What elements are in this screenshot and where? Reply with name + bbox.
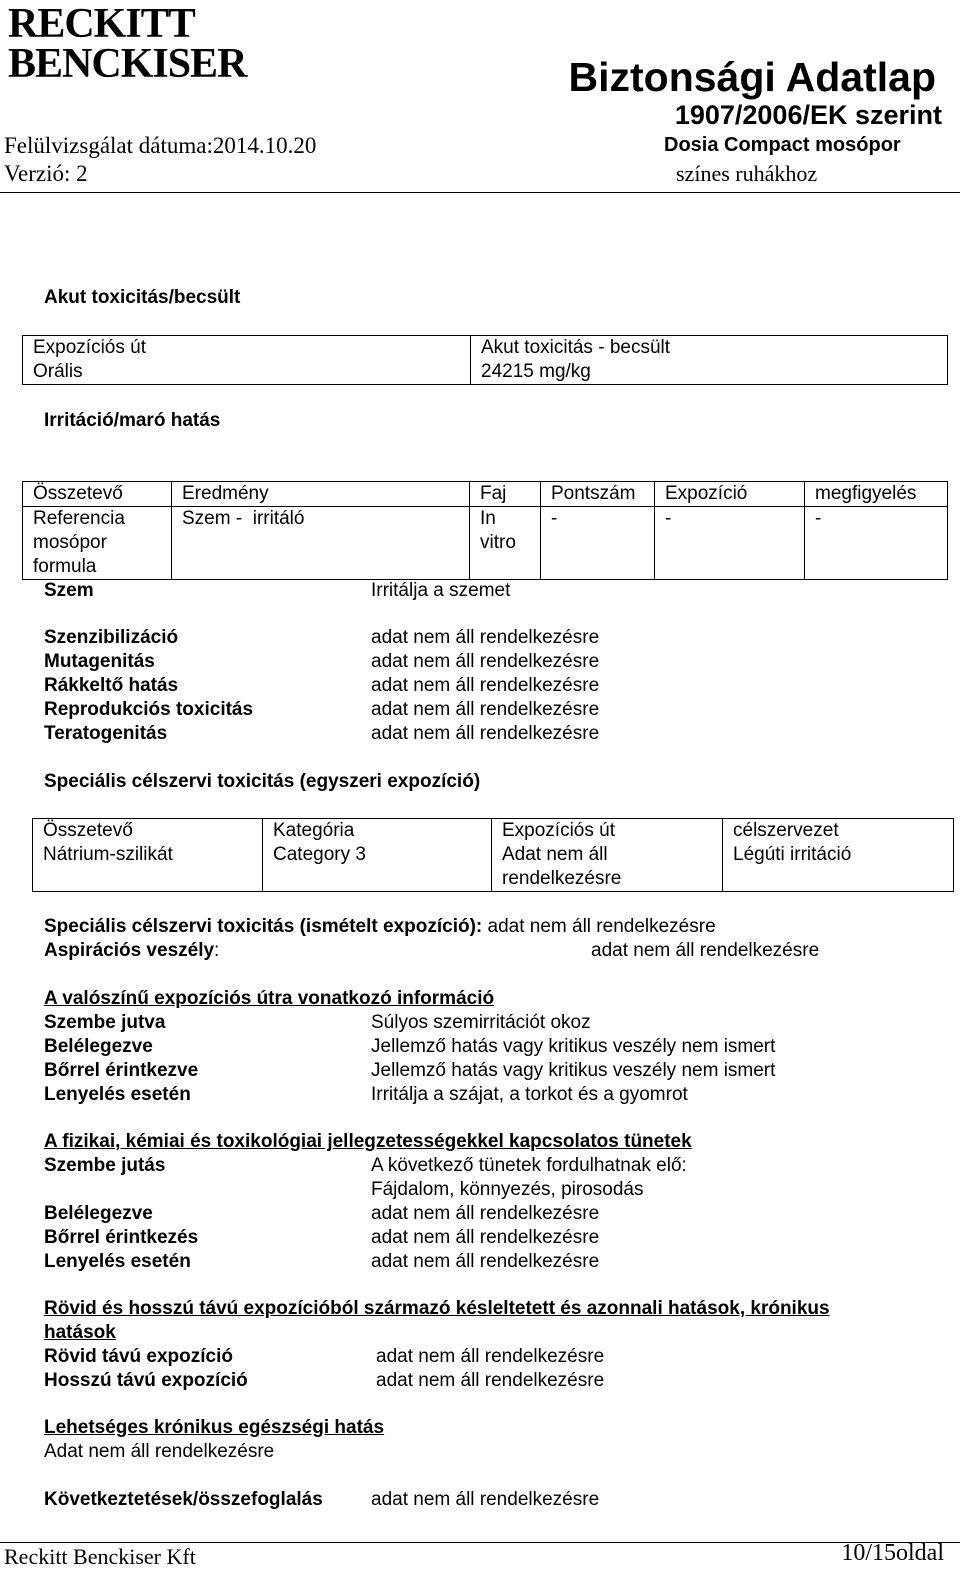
symptom-eye-line1: A következő tünetek fordulhatnak elő: (371, 1155, 687, 1176)
stot-header-category: Kategória (263, 819, 492, 844)
delayed-value: adat nem áll rendelkezésre (376, 1346, 605, 1367)
irr-component-line: mosópor (33, 532, 107, 553)
stot-route-line: rendelkezésre (502, 868, 622, 889)
route-value: Jellemző hatás vagy kritikus veszély nem ismert (371, 1036, 776, 1057)
delayed-value: adat nem áll rendelkezésre (376, 1370, 605, 1391)
footer-page: 10/15oldal (841, 1540, 944, 1566)
acute-table (22, 335, 948, 385)
symptom-label: Bőrrel érintkezés (44, 1227, 199, 1248)
logo-line-2: BENCKISER (8, 41, 247, 87)
stot-repeated-value: adat nem áll rendelkezésre (487, 916, 716, 937)
stot-repeated (44, 916, 716, 938)
chronic-heading: Lehetséges krónikus egészségi hatás (44, 1417, 385, 1438)
aspiration (44, 940, 219, 962)
irr-header-result: Eredmény (172, 482, 470, 507)
irr-header-observation: megfigyelés (805, 482, 948, 507)
aspiration-value: adat nem áll rendelkezésre (591, 940, 820, 961)
routes-heading: A valószínű expozíciós útra vonatkozó információ (44, 988, 495, 1009)
route-label: Bőrrel érintkezve (44, 1060, 199, 1081)
irr-exposure: - (655, 507, 805, 580)
stot-category: Category 3 (263, 843, 492, 892)
acute-col1: Expozíciós út (23, 336, 471, 361)
stot-header-component: Összetevő (33, 819, 263, 844)
logo-line-1: RECKITT (8, 1, 195, 47)
stot-route-line: Adat nem áll (502, 844, 608, 865)
prop-label: Szenzibilizáció (44, 627, 179, 648)
chronic-value: Adat nem áll rendelkezésre (44, 1441, 275, 1462)
symptoms-heading: A fizikai, kémiai és toxikológiai jellegzetességekkel kapcsolatos tünetek (44, 1131, 692, 1152)
prop-value: adat nem áll rendelkezésre (371, 651, 600, 672)
delayed-heading-line1: Rövid és hosszú távú expozícióból származó késleltetett és azonnali hatások, krónikus (44, 1298, 830, 1319)
aspiration-colon: : (214, 940, 220, 961)
product-subtitle: színes ruhákhoz (676, 161, 818, 186)
prop-label: Rákkeltő hatás (44, 675, 179, 696)
stot-single-table (32, 818, 954, 892)
route-value: Jellemző hatás vagy kritikus veszély nem ismert (371, 1060, 776, 1081)
delayed-heading-line2: hatások (44, 1322, 116, 1343)
symptom-label: Lenyelés esetén (44, 1251, 191, 1272)
symptom-eye-label: Szembe jutás (44, 1155, 166, 1176)
route-label: Lenyelés esetén (44, 1084, 191, 1105)
irr-species-line: vitro (480, 532, 516, 553)
stot-repeated-label: Speciális célszervi toxicitás (ismételt expozíció): (44, 916, 483, 937)
prop-value: adat nem áll rendelkezésre (371, 627, 600, 648)
irr-component (23, 507, 172, 580)
prop-value: adat nem áll rendelkezésre (371, 699, 600, 720)
irr-component-line: Referencia (33, 508, 125, 529)
version: Verzió: 2 (4, 161, 88, 186)
prop-value: adat nem áll rendelkezésre (371, 675, 600, 696)
irr-header-score: Pontszám (541, 482, 655, 507)
product-name: Dosia Compact mosópor (664, 134, 901, 156)
irr-score: - (541, 507, 655, 580)
delayed-label: Rövid távú expozíció (44, 1346, 233, 1367)
irr-species (470, 507, 541, 580)
stot-target: Légúti irritáció (723, 843, 954, 892)
stot-route (492, 843, 723, 892)
stot-header-route: Expozíciós út (492, 819, 723, 844)
stot-single-heading: Speciális célszervi toxicitás (egyszeri expozíció) (44, 771, 481, 792)
prop-value: adat nem áll rendelkezésre (371, 723, 600, 744)
acute-val1: Orális (23, 360, 471, 385)
stot-header-target: célszervezet (723, 819, 954, 844)
irr-header-species: Faj (470, 482, 541, 507)
header-divider (0, 192, 960, 193)
prop-label: Teratogenitás (44, 723, 168, 744)
irr-header-exposure: Expozíció (655, 482, 805, 507)
symptom-value: adat nem áll rendelkezésre (371, 1251, 600, 1272)
eye-label: Szem (44, 580, 94, 601)
irritation-table (22, 481, 948, 580)
document-title: Biztonsági Adatlap (568, 54, 936, 100)
symptom-value: adat nem áll rendelkezésre (371, 1227, 600, 1248)
route-value: Irritálja a szájat, a torkot és a gyomrot (371, 1084, 688, 1105)
irr-observation: - (805, 507, 948, 580)
symptom-label: Belélegezve (44, 1203, 153, 1224)
symptom-value: adat nem áll rendelkezésre (371, 1203, 600, 1224)
acute-val2: 24215 mg/kg (471, 360, 948, 385)
route-label: Belélegezve (44, 1036, 153, 1057)
regulation: 1907/2006/EK szerint (674, 100, 942, 130)
footer-divider (0, 1542, 960, 1543)
prop-label: Reprodukciós toxicitás (44, 699, 254, 720)
footer-company: Reckitt Benckiser Kft (4, 1544, 196, 1569)
stot-component: Nátrium-szilikát (33, 843, 263, 892)
delayed-label: Hosszú távú expozíció (44, 1370, 248, 1391)
conclusion-label: Következtetések/összefoglalás (44, 1489, 323, 1510)
acute-heading: Akut toxicitás/becsült (44, 287, 241, 308)
aspiration-label: Aspirációs veszély (44, 940, 215, 961)
route-label: Szembe jutva (44, 1012, 166, 1033)
company-logo (8, 1, 247, 87)
acute-col2: Akut toxicitás - becsült (471, 336, 948, 361)
irr-species-line: In (480, 508, 496, 529)
symptom-eye-line2: Fájdalom, könnyezés, pirosodás (371, 1179, 644, 1200)
conclusion-value: adat nem áll rendelkezésre (371, 1489, 600, 1510)
prop-label: Mutagenitás (44, 651, 155, 672)
eye-value: Irritálja a szemet (371, 580, 511, 601)
revision-date: Felülvizsgálat dátuma:2014.10.20 (4, 133, 317, 158)
irr-component-line: formula (33, 556, 97, 577)
irritation-heading: Irritáció/maró hatás (44, 410, 221, 431)
route-value: Súlyos szemirritációt okoz (371, 1012, 591, 1033)
irr-header-component: Összetevő (23, 482, 172, 507)
irr-result: Szem - irritáló (172, 507, 470, 580)
